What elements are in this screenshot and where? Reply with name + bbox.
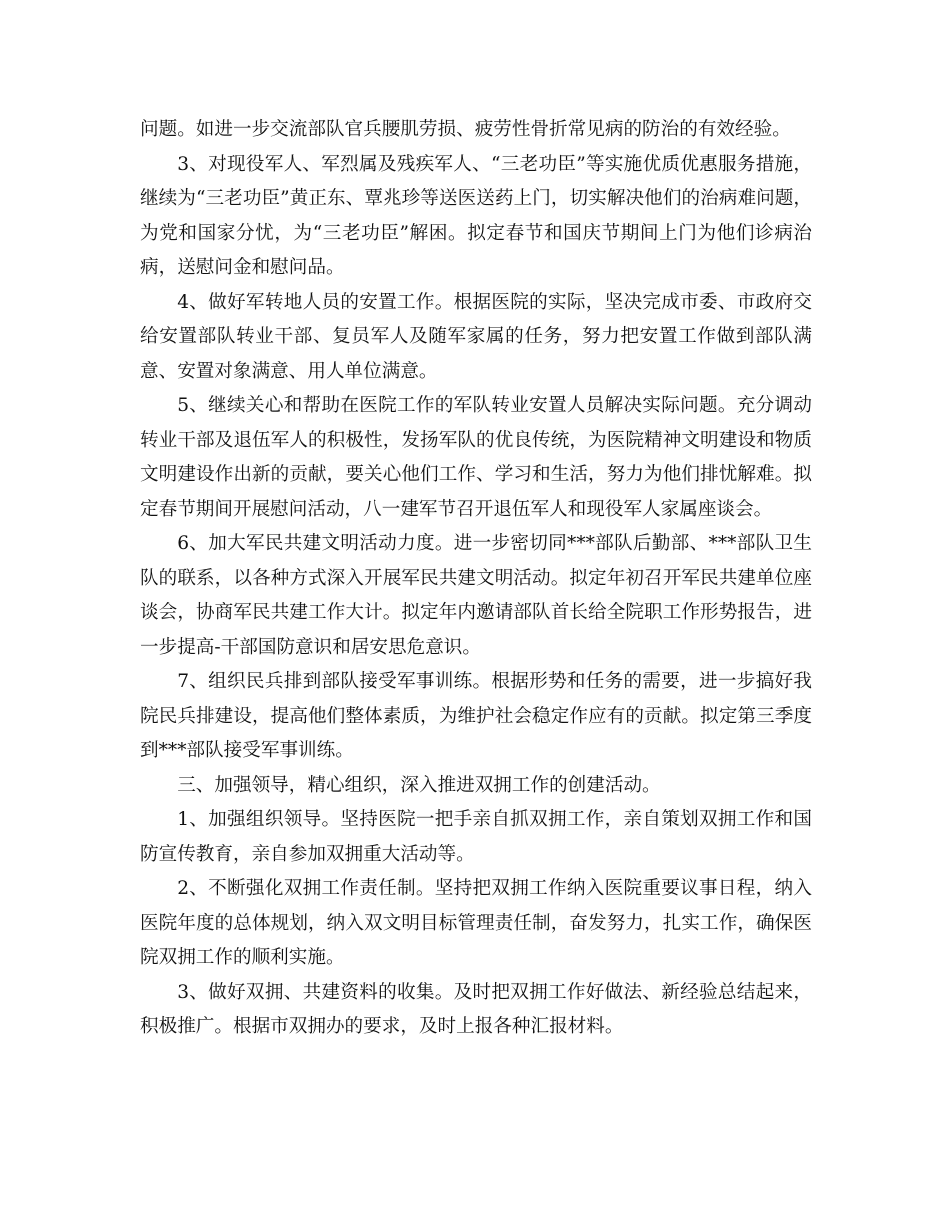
paragraph-item-5-care-support: 5、继续关心和帮助在医院工作的军队转业安置人员解决实际问题。充分调动转业干部及退伍军人的积极性，发扬军队的优良传统，为医院精神文明建设和物质文明建设作出新的贡献，要关心他们工作、学习和生活，努力为他们排忧解难。拟定春节期间开展慰问活动，八一建军节召开退伍军人和现役军人家属座谈会。 bbox=[140, 395, 812, 520]
section-heading-three: 三、加强领导，精心组织，深入推进双拥工作的创建活动。 bbox=[177, 774, 661, 796]
paragraph-item-6-civil-military: 6、加大军民共建文明活动力度。进一步密切同***部队后勤部、***部队卫生队的联系，以各种方式深入开展军民共建文明活动。拟定年初召开军民共建单位座谈会，协商军民共建工作大计。拟定年内邀请部队首长给全院职工作形势报告，进一步提高-干部国防意识和居安思危意识。 bbox=[140, 533, 812, 658]
paragraph-item-7-militia-training: 7、组织民兵排到部队接受军事训练。根据形势和任务的需要，进一步搞好我院民兵排建设，提高他们整体素质，为维护社会稳定作应有的贡献。拟定第三季度到***部队接受军事训练。 bbox=[140, 671, 812, 761]
paragraph-item-1-leadership: 1、加强组织领导。坚持医院一把手亲自抓双拥工作，亲自策划双拥工作和国防宣传教育，亲自参加双拥重大活动等。 bbox=[140, 809, 812, 865]
paragraph-continuation: 问题。如进一步交流部队官兵腰肌劳损、疲劳性骨折常见病的防治的有效经验。 bbox=[140, 119, 791, 140]
paragraph-item-2-responsibility: 2、不断强化双拥工作责任制。坚持把双拥工作纳入医院重要议事日程，纳入医院年度的总体规划，纳入双文明目标管理责任制，奋发努力，扎实工作，确保医院双拥工作的顺利实施。 bbox=[140, 878, 812, 968]
document-body bbox=[140, 113, 812, 1045]
paragraph-item-3-veterans-service: 3、对现役军人、军烈属及残疾军人、“三老功臣”等实施优质优惠服务措施，继续为“三老功臣”黄正东、覃兆珍等送医送药上门，切实解决他们的治病难问题，为党和国家分忧，为“三老功臣”解困。拟定春节和国庆节期间上门为他们诊病治病，送慰问金和慰问品。 bbox=[140, 153, 812, 278]
paragraph-item-4-resettlement: 4、做好军转地人员的安置工作。根据医院的实际，坚决完成市委、市政府交给安置部队转业干部、复员军人及随军家属的任务，努力把安置工作做到部队满意、安置对象满意、用人单位满意。 bbox=[140, 291, 812, 382]
paragraph-item-3-materials: 3、做好双拥、共建资料的收集。及时把双拥工作好做法、新经验总结起来，积极推广。根据市双拥办的要求，及时上报各种汇报材料。 bbox=[140, 981, 812, 1037]
